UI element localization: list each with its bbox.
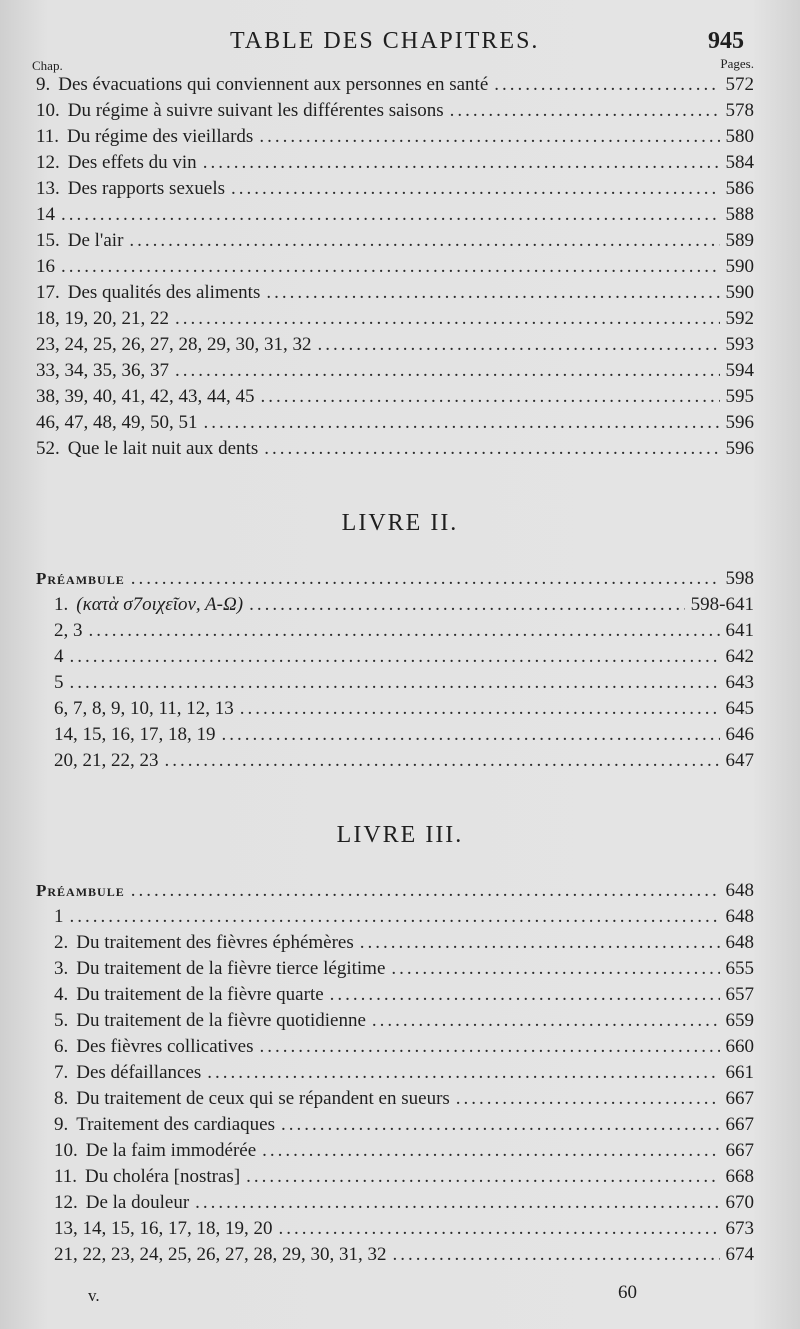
dot-leader (261, 384, 720, 410)
toc-entry (36, 982, 754, 1008)
chapter-title: De la faim immodérée (85, 1140, 257, 1161)
dot-leader (372, 1008, 720, 1034)
toc-entry (36, 306, 754, 332)
toc-entry (36, 124, 754, 150)
toc-entry (36, 280, 754, 306)
page-reference: 643 (725, 672, 754, 693)
chap-column-label: Chap. (32, 58, 63, 73)
dot-leader (70, 644, 720, 670)
page-reference: 660 (725, 1036, 754, 1057)
page-reference: 648 (725, 932, 754, 953)
chapter-number: 23, 24, 25, 26, 27, 28, 29, 30, 31, 32 (36, 334, 312, 355)
page-reference: 588 (725, 204, 754, 225)
chapter-number: 18, 19, 20, 21, 22 (36, 308, 169, 329)
dot-leader (165, 748, 720, 774)
signature-mark: v. (88, 1286, 100, 1305)
toc-entry (36, 1008, 754, 1034)
chapter-number: 46, 47, 48, 49, 50, 51 (36, 412, 198, 433)
livre2-entries (36, 566, 754, 774)
page-reference: 667 (725, 1140, 754, 1161)
chapter-title: Que le lait nuit aux dents (67, 438, 259, 459)
toc-entry (36, 1086, 754, 1112)
page-reference: 572 (725, 74, 754, 95)
folio-number: 60 (618, 1282, 637, 1303)
page-reference: 586 (725, 178, 754, 199)
dot-leader (203, 150, 720, 176)
page-reference: 668 (725, 1166, 754, 1187)
chapter-title: Des défaillances (76, 1062, 202, 1083)
dot-leader (246, 1164, 719, 1190)
dot-leader (318, 332, 720, 358)
page-reference: 674 (725, 1244, 754, 1265)
toc-entry (36, 1216, 754, 1242)
dot-leader (249, 592, 685, 618)
chapter-title: Du traitement de la fièvre quotidienne (76, 1010, 366, 1031)
chapter-number: 38, 39, 40, 41, 42, 43, 44, 45 (36, 386, 255, 407)
livre2-heading: LIVRE II. (341, 510, 459, 536)
page-reference: 647 (725, 750, 754, 771)
chapter-title: Du régime à suivre suivant les différentes saisons (67, 100, 444, 121)
dot-leader (456, 1086, 720, 1112)
toc-entry (36, 1112, 754, 1138)
toc-entry (36, 670, 754, 696)
chapter-number: 2. (54, 932, 69, 953)
chapter-number: 14, 15, 16, 17, 18, 19 (54, 724, 216, 745)
chapter-number: 16 (36, 256, 55, 277)
chapter-title: Des qualités des aliments (67, 282, 261, 303)
dot-leader (494, 72, 719, 98)
dot-leader (240, 696, 720, 722)
dot-leader (259, 124, 719, 150)
chapter-number: 11. (36, 126, 60, 147)
chapter-number: 9. (54, 1114, 69, 1135)
chapter-title: Du traitement de la fièvre tierce légitime (76, 958, 386, 979)
dot-leader (129, 228, 719, 254)
chapter-title: Du traitement de la fièvre quarte (76, 984, 324, 1005)
toc-entry (36, 384, 754, 410)
chapter-number: 9. (36, 74, 51, 95)
chapter-number: 21, 22, 23, 24, 25, 26, 27, 28, 29, 30, 31, 32 (54, 1244, 387, 1265)
toc-entry (36, 644, 754, 670)
page-reference: 657 (725, 984, 754, 1005)
chapter-title: (κατὰ σ7οιχεῖον, Α-Ω) (76, 594, 244, 615)
dot-leader (204, 410, 720, 436)
dot-leader (260, 1034, 720, 1060)
dot-leader (175, 306, 720, 332)
chapter-number: 13, 14, 15, 16, 17, 18, 19, 20 (54, 1218, 273, 1239)
chapter-number: 1 (54, 906, 64, 927)
chapter-title: Du traitement de ceux qui se répandent en sueurs (76, 1088, 450, 1109)
page-reference: 648 (725, 906, 754, 927)
chapter-number: 5. (54, 1010, 69, 1031)
dot-leader (131, 878, 720, 904)
chapter-number: 52. (36, 438, 60, 459)
toc-entry (36, 592, 754, 618)
dot-leader (70, 904, 720, 930)
chapter-title: De la douleur (85, 1192, 190, 1213)
toc-entry (36, 1164, 754, 1190)
livre3-heading: LIVRE III. (336, 822, 464, 848)
chapter-number: 17. (36, 282, 60, 303)
chapter-number: 20, 21, 22, 23 (54, 750, 159, 771)
toc-entry (36, 904, 754, 930)
page-number: 945 (708, 28, 744, 54)
chapter-number: 5 (54, 672, 64, 693)
toc-entry (36, 696, 754, 722)
dot-leader (231, 176, 720, 202)
page-reference: 667 (725, 1114, 754, 1135)
toc-entry (36, 72, 754, 98)
toc-entry (36, 1060, 754, 1086)
toc-entry (36, 1190, 754, 1216)
chapter-title: Des fièvres collicatives (76, 1036, 254, 1057)
page-reference: 594 (725, 360, 754, 381)
page-reference: 667 (725, 1088, 754, 1109)
page-reference: 659 (725, 1010, 754, 1031)
page-footer (0, 1282, 800, 1312)
chapter-number: 7. (54, 1062, 69, 1083)
page-reference: 578 (725, 100, 754, 121)
chapter-number: 1. (54, 594, 69, 615)
toc-entry (36, 358, 754, 384)
page-reference: 642 (725, 646, 754, 667)
toc-entry (36, 436, 754, 462)
toc-entry (36, 956, 754, 982)
chapter-number: 6, 7, 8, 9, 10, 11, 12, 13 (54, 698, 234, 719)
dot-leader (207, 1060, 719, 1086)
page-reference: 596 (725, 438, 754, 459)
toc-entry (36, 410, 754, 436)
chapter-number: 4 (54, 646, 64, 667)
chapter-number: 6. (54, 1036, 69, 1057)
chapter-title: Des effets du vin (67, 152, 197, 173)
dot-leader (266, 280, 719, 306)
chapter-number: 12. (54, 1192, 78, 1213)
toc-entry (36, 1242, 754, 1268)
chapter-number: 13. (36, 178, 60, 199)
dot-leader (450, 98, 720, 124)
page-reference: 598-641 (690, 594, 754, 615)
chapter-title: Traitement des cardiaques (76, 1114, 275, 1135)
dot-leader (89, 618, 720, 644)
livre3-entries (36, 878, 754, 1268)
page-reference: 646 (725, 724, 754, 745)
toc-entry (36, 228, 754, 254)
dot-leader (264, 436, 719, 462)
toc-entry (36, 332, 754, 358)
chapter-number: 3. (54, 958, 69, 979)
livre1-entries (36, 72, 754, 462)
page-reference: 596 (725, 412, 754, 433)
page-reference: 648 (725, 880, 754, 901)
dot-leader (131, 566, 720, 592)
dot-leader (262, 1138, 719, 1164)
chapter-title: Des rapports sexuels (67, 178, 225, 199)
dot-leader (61, 254, 720, 280)
page-reference: 661 (725, 1062, 754, 1083)
toc-entry (36, 722, 754, 748)
pages-column-label: Pages. (720, 56, 754, 71)
chapter-title: Du choléra [nostras] (85, 1166, 241, 1187)
toc-entry (36, 176, 754, 202)
toc-entry (36, 202, 754, 228)
preamble-entry (36, 566, 754, 592)
dot-leader (391, 956, 719, 982)
page-reference: 590 (725, 282, 754, 303)
page-reference: 598 (725, 568, 754, 589)
chapter-number: 33, 34, 35, 36, 37 (36, 360, 169, 381)
dot-leader (360, 930, 720, 956)
chapter-number: 2, 3 (54, 620, 83, 641)
chapter-title: Préambule (36, 881, 125, 900)
page-reference: 641 (725, 620, 754, 641)
dot-leader (70, 670, 720, 696)
chapter-title: Du régime des vieillards (67, 126, 254, 147)
page-title: TABLE DES CHAPITRES. (230, 28, 540, 54)
chapter-number: 10. (36, 100, 60, 121)
chapter-number: 4. (54, 984, 69, 1005)
preamble-entry (36, 878, 754, 904)
chapter-title: De l'air (67, 230, 124, 251)
page-reference: 592 (725, 308, 754, 329)
page-reference: 584 (725, 152, 754, 173)
toc-entry (36, 254, 754, 280)
dot-leader (281, 1112, 720, 1138)
chapter-title: Des évacuations qui conviennent aux personnes en santé (58, 74, 489, 95)
dot-leader (279, 1216, 720, 1242)
toc-entry (36, 748, 754, 774)
chapter-title: Du traitement des fièvres éphémères (76, 932, 354, 953)
page-reference: 670 (725, 1192, 754, 1213)
page-reference: 595 (725, 386, 754, 407)
chapter-number: 10. (54, 1140, 78, 1161)
dot-leader (61, 202, 720, 228)
dot-leader (195, 1190, 719, 1216)
dot-leader (222, 722, 720, 748)
toc-entry (36, 930, 754, 956)
chapter-number: 11. (54, 1166, 78, 1187)
toc-entry (36, 618, 754, 644)
page-reference: 589 (725, 230, 754, 251)
toc-entry (36, 1034, 754, 1060)
toc-entry (36, 98, 754, 124)
chapter-title: Préambule (36, 569, 125, 588)
chapter-number: 15. (36, 230, 60, 251)
chapter-number: 14 (36, 204, 55, 225)
page-reference: 580 (725, 126, 754, 147)
page-reference: 655 (725, 958, 754, 979)
dot-leader (330, 982, 720, 1008)
chapter-number: 12. (36, 152, 60, 173)
page-reference: 590 (725, 256, 754, 277)
dot-leader (393, 1242, 720, 1268)
toc-entry (36, 1138, 754, 1164)
page-reference: 645 (725, 698, 754, 719)
page-reference: 593 (725, 334, 754, 355)
dot-leader (175, 358, 720, 384)
page-reference: 673 (725, 1218, 754, 1239)
toc-entry (36, 150, 754, 176)
chapter-number: 8. (54, 1088, 69, 1109)
